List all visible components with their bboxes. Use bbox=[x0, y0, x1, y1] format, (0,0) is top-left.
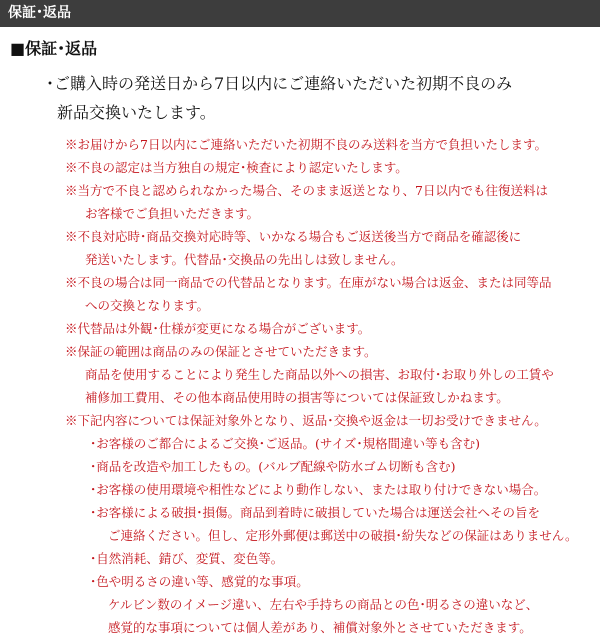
note-line: ･商品を改造や加工したもの。(バルブ配線や防水ゴム切断も含む) bbox=[90, 459, 456, 474]
note-line: 商品を使用することにより発生した商品以外への損害、お取付･お取り外しの工賃や bbox=[85, 367, 554, 382]
note-line: ･お客様による破損･損傷。商品到着時に破損していた場合は運送会社へその旨を bbox=[90, 505, 541, 520]
note-line: ※代替品は外観･仕様が変更になる場合がございます。 bbox=[65, 321, 371, 336]
note-line: 発送いたします。代替品･交換品の先出しは致しません。 bbox=[85, 252, 404, 267]
note-line: 感覚的な事項については個人差があり、補償対象外とさせていただきます。 bbox=[108, 620, 532, 635]
intro-line-1: ･ご購入時の発送日から7日以内にご連絡いただいた初期不良のみ bbox=[46, 74, 513, 93]
note-line: ※不良の場合は同一商品での代替品となります。在庫がない場合は返金、または同等品 bbox=[65, 275, 552, 290]
intro-line-2: 新品交換いたします。 bbox=[57, 103, 216, 122]
note-line: ･色や明るさの違い等、感覚的な事項。 bbox=[90, 574, 309, 589]
note-line: ※下記内容については保証対象外となり、返品･交換や返金は一切お受けできません。 bbox=[65, 413, 547, 428]
note-line: への交換となります。 bbox=[85, 298, 210, 313]
note-line: お客様でご負担いただきます。 bbox=[85, 206, 260, 221]
note-line: ※保証の範囲は商品のみの保証とさせていただきます。 bbox=[65, 344, 377, 359]
note-line: 補修加工費用、その他本商品使用時の損害等については保証致しかねます。 bbox=[85, 390, 509, 405]
note-line: ケルビン数のイメージ違い、左右や手持ちの商品との色･明るさの違いなど、 bbox=[108, 597, 539, 612]
note-line: ご連絡ください。但し、定形外郵便は郵送中の破損･紛失などの保証はありません。 bbox=[108, 528, 578, 543]
note-line: ※お届けから7日以内にご連絡いただいた初期不良のみ送料を当方で負担いたします。 bbox=[65, 137, 547, 152]
header-title: 保証･返品 bbox=[8, 5, 71, 21]
note-line: ※当方で不良と認められなかった場合、そのまま返送となり、7日以内でも往復送料は bbox=[65, 183, 548, 198]
header-bar bbox=[0, 0, 600, 27]
note-line: ※不良の認定は当方独自の規定･検査により認定いたします。 bbox=[65, 160, 408, 175]
section-heading: ■保証･返品 bbox=[10, 39, 98, 58]
note-line: ･お客様のご都合によるご交換･ご返品。(サイズ･規格間違い等も含む) bbox=[90, 436, 481, 451]
note-line: ･自然消耗、錆び、変質、変色等。 bbox=[90, 551, 284, 566]
note-line: ･お客様の使用環境や相性などにより動作しない、または取り付けできない場合。 bbox=[90, 482, 547, 497]
note-line: ※不良対応時･商品交換対応時等、いかなる場合もご返送後当方で商品を確認後に bbox=[65, 229, 522, 244]
